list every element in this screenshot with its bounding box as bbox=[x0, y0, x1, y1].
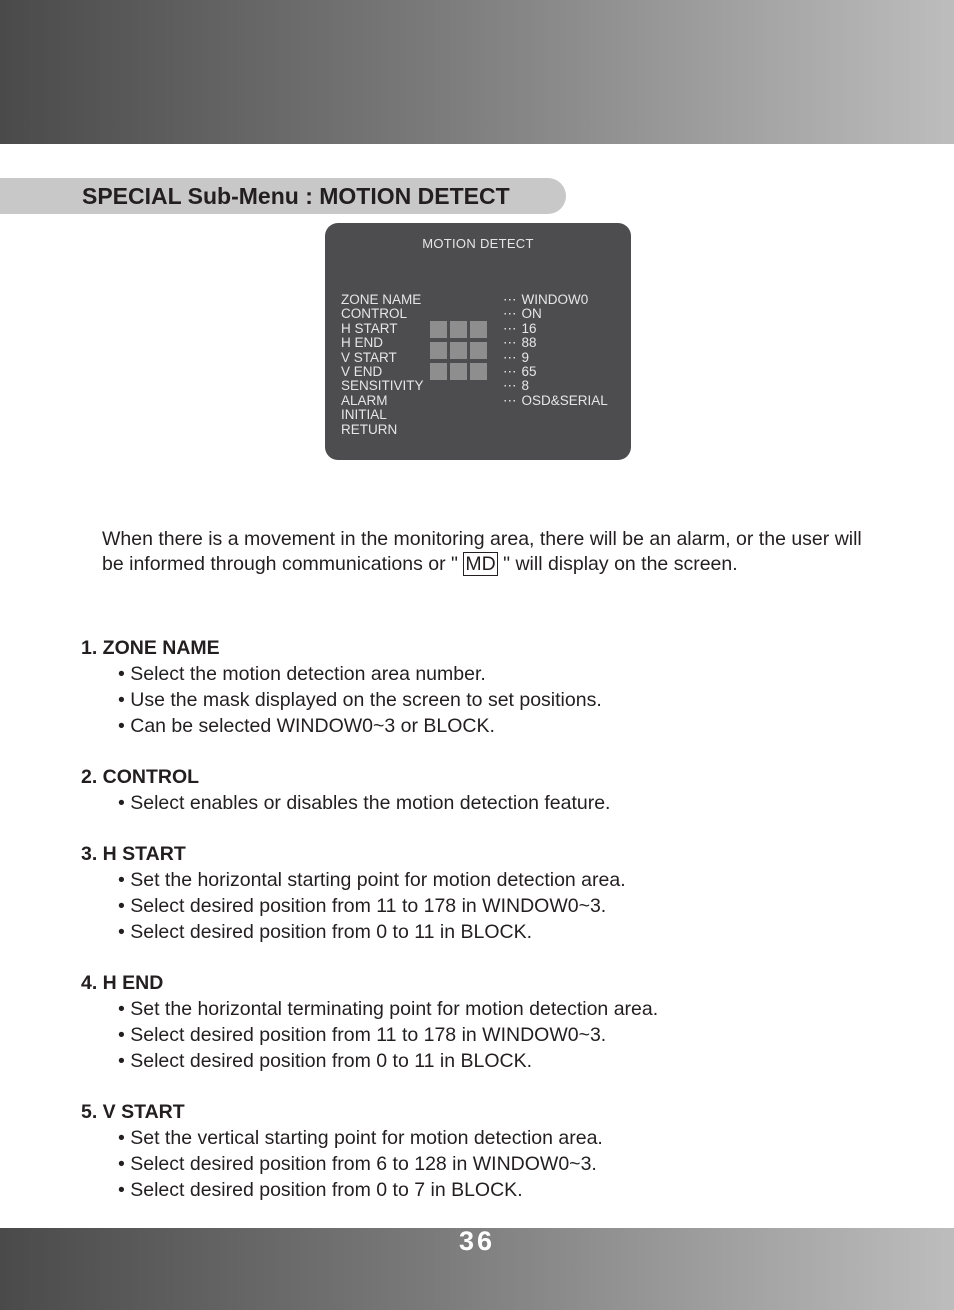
osd-label: H START bbox=[341, 320, 398, 336]
osd-value-text: 9 bbox=[521, 349, 530, 365]
bullet-point: • Can be selected WINDOW0~3 or BLOCK. bbox=[118, 715, 495, 737]
bullet-point: • Set the vertical starting point for motion detection area. bbox=[118, 1127, 603, 1149]
intro-paragraph bbox=[102, 527, 862, 577]
osd-value bbox=[503, 336, 608, 350]
bullet-point: • Use the mask displayed on the screen to set positions. bbox=[118, 689, 602, 711]
osd-separator: ⋯ bbox=[503, 306, 517, 322]
osd-label: INITIAL bbox=[341, 407, 387, 423]
mask-cell bbox=[450, 321, 467, 338]
osd-label: ALARM bbox=[341, 392, 388, 408]
osd-separator: ⋯ bbox=[503, 364, 517, 380]
mask-cell bbox=[470, 342, 487, 359]
section-title: SPECIAL Sub-Menu : MOTION DETECT bbox=[82, 183, 510, 209]
menu-item-section bbox=[81, 635, 901, 739]
bullet-point: • Select enables or disables the motion detection feature. bbox=[118, 792, 611, 814]
osd-value-text: 16 bbox=[521, 320, 537, 336]
osd-value bbox=[503, 379, 608, 393]
osd-value bbox=[503, 351, 608, 365]
osd-separator: ⋯ bbox=[503, 378, 517, 394]
mask-cell bbox=[450, 342, 467, 359]
header-band bbox=[0, 0, 954, 144]
bullet-point: • Select desired position from 11 to 178 in WINDOW0~3. bbox=[118, 1024, 607, 1046]
intro-text-before: When there is a movement in the monitoring area, there will be an alarm, or the user will be informed through communications or " bbox=[102, 528, 862, 575]
osd-value-text: 88 bbox=[521, 335, 537, 351]
osd-label: RETURN bbox=[341, 421, 398, 437]
osd-label: CONTROL bbox=[341, 306, 408, 322]
osd-value bbox=[503, 365, 608, 379]
mask-cell bbox=[430, 363, 447, 380]
osd-value bbox=[503, 394, 608, 408]
osd-label: V END bbox=[341, 364, 383, 380]
osd-label: SENSITIVITY bbox=[341, 378, 424, 394]
menu-item-section bbox=[81, 970, 901, 1074]
osd-separator: ⋯ bbox=[503, 320, 517, 336]
menu-item-section bbox=[81, 1099, 901, 1203]
osd-value-column bbox=[503, 293, 608, 408]
osd-position-mask-grid bbox=[430, 321, 487, 380]
bullet-point: • Set the horizontal terminating point for motion detection area. bbox=[118, 998, 659, 1020]
osd-label: H END bbox=[341, 335, 384, 351]
bullet-point: • Select the motion detection area number. bbox=[118, 663, 486, 685]
osd-menu-title: MOTION DETECT bbox=[422, 236, 534, 251]
osd-label: V START bbox=[341, 349, 397, 365]
menu-item-section bbox=[81, 764, 901, 816]
bullet-point: • Select desired position from 11 to 178 in WINDOW0~3. bbox=[118, 895, 607, 917]
osd-label: ZONE NAME bbox=[341, 292, 422, 307]
menu-item-descriptions bbox=[81, 635, 901, 1228]
intro-text-after: " will display on the screen. bbox=[503, 553, 738, 575]
osd-value-text: WINDOW0 bbox=[521, 292, 589, 307]
menu-item-heading: 5. V START bbox=[81, 1101, 185, 1123]
mask-cell bbox=[430, 321, 447, 338]
md-indicator-box: MD bbox=[465, 553, 496, 575]
bullet-point: • Set the horizontal starting point for motion detection area. bbox=[118, 869, 626, 891]
osd-separator: ⋯ bbox=[503, 392, 517, 408]
osd-menu-screen bbox=[325, 223, 631, 460]
osd-separator: ⋯ bbox=[503, 292, 517, 307]
osd-value bbox=[503, 322, 608, 336]
bullet-point: • Select desired position from 0 to 7 in BLOCK. bbox=[118, 1179, 523, 1201]
mask-cell bbox=[450, 363, 467, 380]
osd-value-text: ON bbox=[521, 306, 542, 322]
page-number: 36 bbox=[458, 1226, 496, 1256]
osd-value-text: OSD&SERIAL bbox=[521, 392, 608, 408]
osd-label-column bbox=[341, 293, 424, 437]
mask-cell bbox=[470, 363, 487, 380]
osd-value-text: 65 bbox=[521, 364, 537, 380]
osd-value-text: 8 bbox=[521, 378, 530, 394]
menu-item-heading: 3. H START bbox=[81, 843, 186, 865]
menu-item-heading: 4. H END bbox=[81, 972, 164, 994]
menu-item-section bbox=[81, 841, 901, 945]
menu-item-heading: 1. ZONE NAME bbox=[81, 637, 220, 659]
menu-item-heading: 2. CONTROL bbox=[81, 766, 200, 788]
osd-separator: ⋯ bbox=[503, 335, 517, 351]
osd-separator: ⋯ bbox=[503, 349, 517, 365]
bullet-point: • Select desired position from 0 to 11 in BLOCK. bbox=[118, 1050, 533, 1072]
mask-cell bbox=[470, 321, 487, 338]
osd-value bbox=[503, 293, 608, 307]
osd-value bbox=[503, 307, 608, 321]
bullet-point: • Select desired position from 6 to 128 in WINDOW0~3. bbox=[118, 1153, 597, 1175]
bullet-point: • Select desired position from 0 to 11 in BLOCK. bbox=[118, 921, 533, 943]
mask-cell bbox=[430, 342, 447, 359]
